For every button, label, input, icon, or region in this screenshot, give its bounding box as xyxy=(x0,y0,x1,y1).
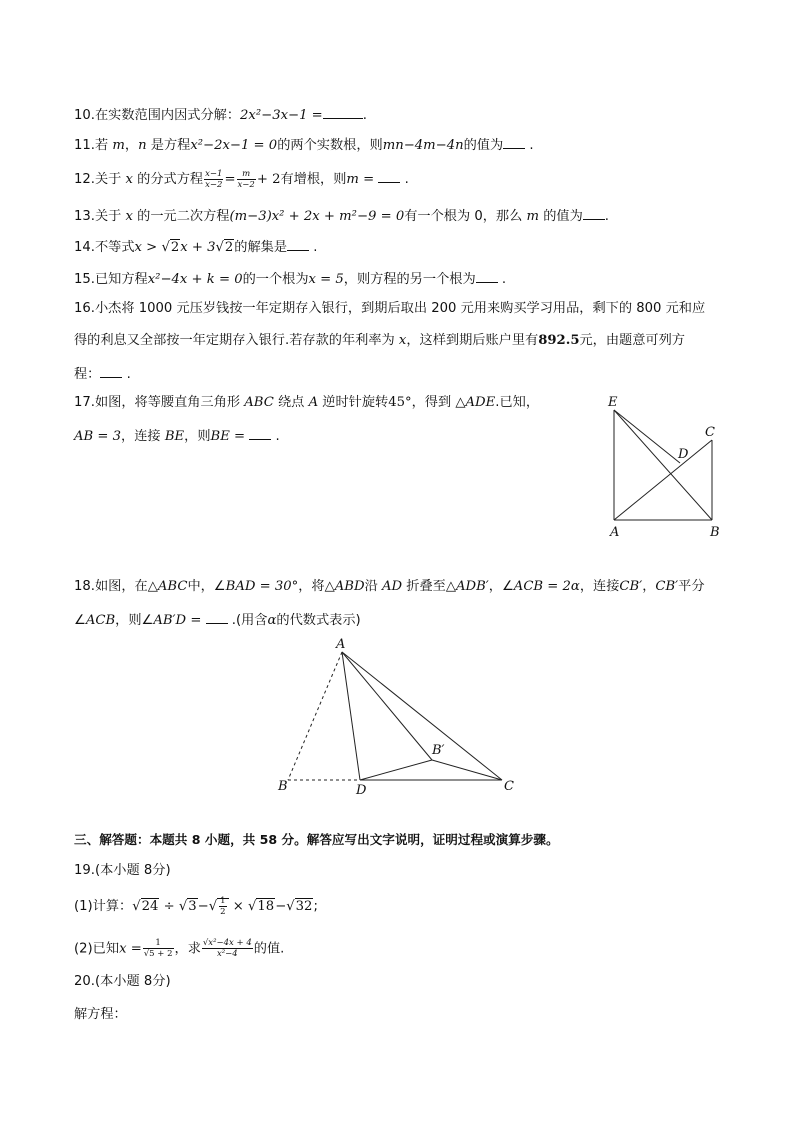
q12-var-x: x xyxy=(125,172,133,187)
question-19-part-1 xyxy=(74,896,318,917)
q18-label-b-prime: B′ xyxy=(432,743,445,758)
question-13 xyxy=(74,205,609,227)
q18-line-ad xyxy=(342,652,360,780)
q14-prefix: 14.不等式 xyxy=(74,240,135,255)
question-16-line-1 xyxy=(74,299,705,319)
q12-tail: . xyxy=(404,172,409,187)
q16-line-2c: 元，由题意可列方 xyxy=(579,333,685,348)
q18-cb-prime-2: CB′ xyxy=(655,579,679,594)
q19-target-den: x²−4 xyxy=(216,949,238,959)
section-3-heading: 三、解答题：本题共 8 小题，共 58 分。解答应写出文字说明，证明过程或演算步骤。 xyxy=(74,832,559,847)
q18-answer-blank[interactable] xyxy=(206,609,228,624)
q19-radicand-3: 3 xyxy=(188,899,197,914)
q18-acb: ACB xyxy=(85,613,116,628)
q17-ade: ADE xyxy=(465,395,496,410)
question-20-title: 20.(本小题 8分) xyxy=(74,974,171,989)
q19-sqrt-24: √24 xyxy=(132,899,159,914)
q16-line-3-text: 程： xyxy=(74,367,101,382)
q17-be: BE xyxy=(164,429,185,444)
q14-radicand-1: 2 xyxy=(170,240,180,255)
q19-radicand-24: 24 xyxy=(141,899,159,914)
q14-lhs: x > xyxy=(134,240,158,255)
question-10 xyxy=(74,104,367,126)
q14-answer-blank[interactable] xyxy=(287,236,309,251)
q19-div: ÷ xyxy=(159,899,179,914)
q18-text-1b: 中，∠ xyxy=(187,579,226,594)
q18-label-a: A xyxy=(336,637,346,652)
q13-equation: (m−3)x² + 2x + m²−9 = 0 xyxy=(229,209,405,224)
q11-tail: . xyxy=(529,138,534,153)
q18-cb-prime: CB′ xyxy=(619,579,643,594)
q19-semicolon: ; xyxy=(313,899,318,914)
q12-text-2: 有增根，则 xyxy=(280,172,347,187)
q17-ab-length: AB = 3 xyxy=(74,429,122,444)
question-16-line-3 xyxy=(74,363,131,385)
q17-text-1c: 逆时针旋转 xyxy=(318,395,389,410)
question-17-line-2 xyxy=(74,425,280,447)
q19-sqrt-18: √18 xyxy=(248,899,275,914)
q17-line-ed xyxy=(614,410,680,463)
q15-tail: . xyxy=(501,272,507,287)
q18-line-ab-prime xyxy=(342,652,432,760)
q17-text-2b: ，则 xyxy=(184,429,211,444)
q13-text-3: 的值为 xyxy=(539,209,583,224)
q12-answer-blank[interactable] xyxy=(378,168,400,183)
q15-root: x = 5 xyxy=(308,272,344,287)
q18-text-2d: 的代数式表示) xyxy=(276,613,361,628)
q13-answer-blank[interactable] xyxy=(583,205,605,220)
question-16-line-2 xyxy=(74,331,685,351)
q18-line-db-prime xyxy=(360,760,432,780)
q18-abc: ABC xyxy=(157,579,188,594)
question-20-body: 解方程： xyxy=(74,1007,127,1022)
q11-equation: x²−2x−1 = 0 xyxy=(190,138,278,153)
question-15 xyxy=(74,268,506,290)
q12-fraction-right xyxy=(237,169,256,190)
q12-prefix: 12.关于 xyxy=(74,172,126,187)
q14-text-2: 的解集是 xyxy=(234,240,288,255)
q18-text-1g: ，连接 xyxy=(579,579,620,594)
q15-equation: x²−4x + k = 0 xyxy=(147,272,243,287)
q18-text-1c: ，将△ xyxy=(298,579,335,594)
q10-prefix: 10.在实数范围内因式分解： xyxy=(74,108,241,123)
q11-expression: mn−4m−4n xyxy=(382,138,464,153)
q16-var-x: x xyxy=(398,333,407,348)
q19-sqrt-half: √ $\frac{1}{2}$ xyxy=(209,896,229,917)
q18-text-1i: 平分 xyxy=(678,579,705,594)
q18-figure xyxy=(270,632,530,802)
question-17-line-1 xyxy=(74,393,539,413)
q11-text-3: 的值为 xyxy=(463,138,504,153)
question-12 xyxy=(74,168,409,190)
q18-abd: ABD xyxy=(334,579,365,594)
q17-line-eb xyxy=(614,410,712,520)
q18-line-ac xyxy=(342,652,502,780)
q17-abc: ABC xyxy=(244,395,274,410)
q17-label-d: D xyxy=(678,447,689,462)
q16-tail: . xyxy=(126,367,131,382)
q19-radicand-18: 18 xyxy=(257,899,275,914)
q18-adb-prime: ADB′ xyxy=(455,579,489,594)
q18-text-2b: ，则∠ xyxy=(115,613,154,628)
q19-part2-label: (2)已知 xyxy=(74,941,120,957)
q18-ad: AD xyxy=(381,579,403,594)
q16-line-2b: ，这样到期后账户里有 xyxy=(406,333,539,348)
q19-sqrt-3: √3 xyxy=(178,899,197,914)
q18-alpha: α xyxy=(267,613,277,628)
q18-label-d: D xyxy=(356,783,367,798)
q16-line-1-text: 16.小杰将 1000 元压岁钱按一年定期存入银行，到期后取出 200 元用来购买学习用品，剩下的 800 元和应 xyxy=(74,301,706,316)
q12-fraction-left xyxy=(204,169,223,190)
q13-tail: . xyxy=(604,209,609,224)
q17-line-ac xyxy=(614,440,712,520)
q15-prefix: 15.已知方程 xyxy=(74,272,148,287)
q12-plus: + 2 xyxy=(256,172,281,187)
q19-x-fraction xyxy=(143,938,174,959)
q17-label-c: C xyxy=(705,425,715,440)
q12-f1-den: x−2 xyxy=(205,179,223,190)
q14-sqrt-1: √2 xyxy=(161,240,180,255)
q18-label-b: B xyxy=(278,779,288,794)
q19-minus: − xyxy=(197,899,209,914)
q18-text-1h: ， xyxy=(642,579,656,594)
q19-x-equals: x = xyxy=(119,941,142,957)
q13-prefix: 13.关于 xyxy=(74,209,126,224)
q17-be-equals: BE = xyxy=(210,429,246,444)
q17-text-1d: ，得到 △ xyxy=(411,395,466,410)
q18-text-1e: 折叠至△ xyxy=(402,579,456,594)
q18-text-2a: ∠ xyxy=(74,613,86,628)
q19-sqrt-32: √32 xyxy=(286,899,313,914)
q17-figure xyxy=(600,390,730,545)
question-19-title: 19.(本小题 8分) xyxy=(74,863,171,878)
q17-tail: . xyxy=(275,429,280,444)
q15-answer-blank[interactable] xyxy=(476,268,498,283)
question-19-part-2 xyxy=(74,938,284,960)
q12-m-equals: m = xyxy=(346,172,375,187)
q12-equals: = xyxy=(224,172,236,187)
q14-middle: x + 3 xyxy=(180,240,216,255)
q11-answer-blank[interactable] xyxy=(503,134,525,149)
q19-part1-label: (1)计算： xyxy=(74,899,133,914)
q10-answer-blank[interactable] xyxy=(323,104,363,119)
q13-text-2: 有一个根为 0，那么 xyxy=(404,209,527,224)
q16-amount: 892.5 xyxy=(538,333,580,348)
q18-angle-bad: BAD = 30° xyxy=(225,579,299,594)
q19-target-num: √x²−4x + 4 xyxy=(202,938,252,948)
q12-f2-num: m xyxy=(237,169,256,180)
q17-point-a: A xyxy=(308,395,319,410)
q13-var-x: x xyxy=(125,209,133,224)
q19-target-fraction xyxy=(202,938,253,959)
q12-text-1: 的分式方程 xyxy=(132,172,204,187)
q19-radicand-32: 32 xyxy=(295,899,313,914)
q19-minus-2: − xyxy=(275,899,287,914)
q15-text-1: 的一个根为 xyxy=(242,272,309,287)
q17-label-a: A xyxy=(610,525,620,540)
q13-var-m: m xyxy=(526,209,540,224)
q17-text-1a: 17.如图，将等腰直角三角形 xyxy=(74,395,245,410)
q18-angle-acb: ACB = 2α xyxy=(513,579,580,594)
q11-prefix: 11.若 xyxy=(74,138,113,153)
q14-radicand-2: 2 xyxy=(224,240,234,255)
q19-times: × xyxy=(228,899,248,914)
q11-sep: ， xyxy=(124,138,139,153)
question-11 xyxy=(74,134,534,156)
q14-sqrt-2: √2 xyxy=(215,240,234,255)
q10-tail: . xyxy=(362,108,367,123)
q19-half-den: 2 xyxy=(220,907,226,917)
q12-f2-den: x−2 xyxy=(237,179,255,190)
q17-answer-blank[interactable] xyxy=(249,425,271,440)
q11-text-2: 的两个实数根，则 xyxy=(277,138,383,153)
q11-text-1: 是方程 xyxy=(146,138,191,153)
q17-label-e: E xyxy=(608,395,618,410)
q18-line-ab-dashed xyxy=(288,652,342,780)
q18-text-2c: .(用含 xyxy=(231,613,268,628)
q15-text-2: ，则方程的另一个根为 xyxy=(343,272,476,287)
q11-var-n: n xyxy=(138,138,147,153)
q13-text-1: 的一元二次方程 xyxy=(132,209,230,224)
q17-text-2a: ，连接 xyxy=(121,429,165,444)
q17-text-1b: 绕点 xyxy=(273,395,309,410)
q16-line-2a: 得的利息又全部按一年定期存入银行.若存款的年利率为 xyxy=(74,333,399,348)
q12-f1-num: x−1 xyxy=(205,168,223,179)
q16-answer-blank[interactable] xyxy=(100,363,122,378)
q18-angle-abd: AB′D = xyxy=(153,613,202,628)
q19-x-den: √5 + 2 xyxy=(143,949,173,959)
q14-tail: . xyxy=(313,240,318,255)
q17-degrees: 45° xyxy=(388,395,412,410)
q10-expression: 2x²−3x−1 = xyxy=(240,108,323,123)
q18-text-1a: 18.如图，在△ xyxy=(74,579,158,594)
question-18-line-1 xyxy=(74,577,705,597)
q18-text-1d: 沿 xyxy=(364,579,382,594)
q19-part2-tail: 的值. xyxy=(253,941,285,957)
q19-part2-text: ，求 xyxy=(174,941,201,957)
question-18-line-2 xyxy=(74,609,361,631)
question-14 xyxy=(74,236,317,258)
q17-text-1e: .已知， xyxy=(495,395,540,410)
q19-x-num: 1 xyxy=(143,938,174,949)
q18-label-c: C xyxy=(504,779,514,794)
q18-text-1f: ，∠ xyxy=(488,579,514,594)
q11-var-m: m xyxy=(112,138,125,153)
q19-half-fraction xyxy=(219,896,226,917)
q19-half-num: 1 xyxy=(220,896,226,906)
q18-line-b-prime-c xyxy=(432,760,502,780)
q17-label-b: B xyxy=(710,525,720,540)
